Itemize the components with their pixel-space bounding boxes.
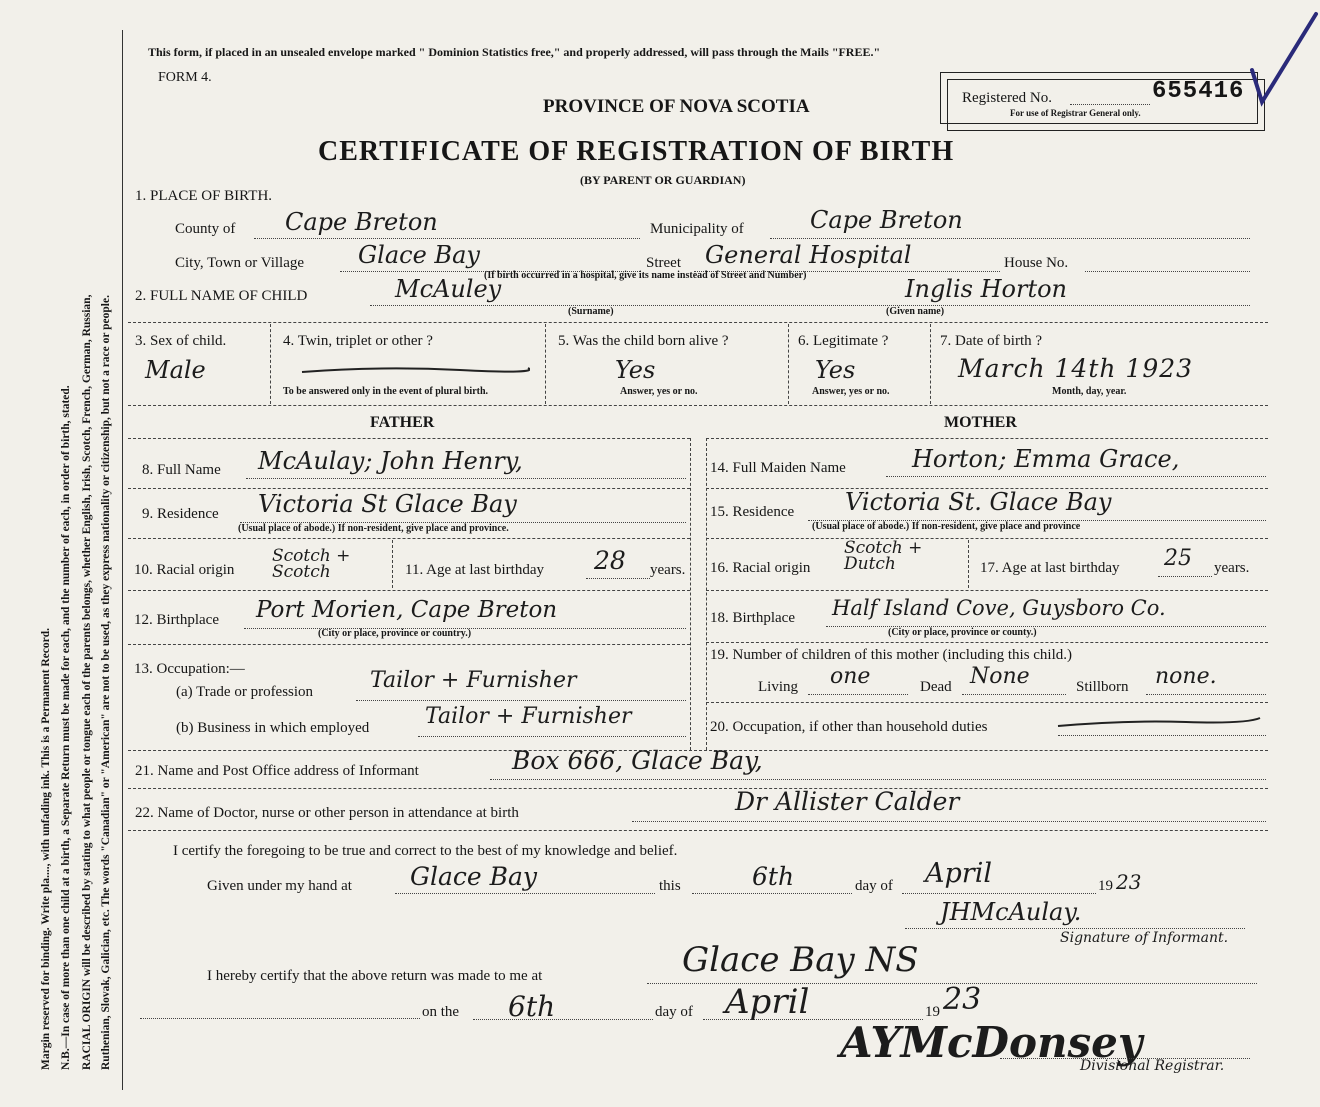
given-month-value: April bbox=[925, 858, 992, 889]
mother-row-rule-2 bbox=[706, 538, 1268, 539]
living-line bbox=[808, 694, 908, 695]
mother-left-rule bbox=[706, 438, 707, 750]
child-name-line bbox=[370, 305, 1250, 306]
father-birthplace-label: 12. Birthplace bbox=[134, 612, 219, 628]
father-trade-line bbox=[356, 700, 686, 701]
registrar-year-prefix: 19 bbox=[925, 1004, 940, 1020]
mother-row-rule-3 bbox=[706, 590, 1268, 591]
mother-row-rule-5 bbox=[706, 702, 1268, 703]
father-right-rule bbox=[690, 438, 691, 750]
city-label: City, Town or Village bbox=[175, 255, 305, 271]
father-birthplace-note: (City or place, province or country.) bbox=[318, 628, 472, 639]
father-age-line bbox=[586, 578, 650, 579]
form-number: FORM 4. bbox=[158, 70, 212, 85]
boxes-top-rule bbox=[128, 322, 1268, 323]
given-under-label: Given under my hand at bbox=[207, 878, 352, 894]
child-name-label: 2. FULL NAME OF CHILD bbox=[135, 288, 308, 304]
check-mark-icon bbox=[1248, 10, 1320, 110]
postal-note: This form, if placed in an unsealed envelope marked " Dominion Statistics free," and properly addressed, will pass through the Mails "FREE." bbox=[148, 45, 881, 59]
margin-note-binding: Margin reserved for binding. Write pla...., with unfading ink. This is a Permanent Record. bbox=[40, 627, 52, 1070]
margin-note-multiple-births: N.B.—In case of more than one child at a birth, a Separate Return must be made for each, and the number of each, in order of birth, stated. bbox=[60, 385, 72, 1070]
given-year-prefix: 19 bbox=[1098, 878, 1113, 894]
registrar-day-value: 6th bbox=[508, 990, 556, 1023]
given-caption: (Given name) bbox=[886, 306, 945, 317]
dob-note: Month, day, year. bbox=[1052, 386, 1127, 397]
informant-signature-caption: Signature of Informant. bbox=[1060, 930, 1229, 946]
father-residence-value: Victoria St Glace Bay bbox=[258, 490, 517, 518]
house-label: House No. bbox=[1004, 255, 1069, 271]
registrar-month-value: April bbox=[725, 982, 810, 1022]
informant-line bbox=[490, 779, 1266, 780]
box-divider-4 bbox=[930, 324, 931, 404]
father-business-line bbox=[418, 736, 686, 737]
given-dayof-label: day of bbox=[855, 878, 893, 894]
father-residence-label: 9. Residence bbox=[142, 506, 219, 522]
mother-residence-note: (Usual place of abode.) If non-resident, give place and province bbox=[812, 521, 1081, 532]
certificate-subtitle: (BY PARENT OR GUARDIAN) bbox=[580, 173, 746, 187]
street-note: (If birth occurred in a hospital, give its name instead of Street and Number) bbox=[484, 270, 807, 281]
mother-top-rule bbox=[706, 438, 1268, 439]
father-name-value: McAulay; John Henry, bbox=[258, 447, 523, 475]
informant-signature-line bbox=[905, 928, 1245, 929]
doctor-line bbox=[632, 821, 1266, 822]
given-place-value: Glace Bay bbox=[410, 862, 538, 891]
dob-value: March 14th 1923 bbox=[958, 354, 1194, 383]
dead-line bbox=[962, 694, 1066, 695]
father-trade-label: (a) Trade or profession bbox=[176, 684, 314, 700]
registrar-place-value: Glace Bay NS bbox=[682, 940, 919, 980]
living-label: Living bbox=[758, 679, 798, 695]
given-day-value: 6th bbox=[752, 862, 795, 891]
mother-occupation-label: 20. Occupation, if other than household duties bbox=[710, 719, 988, 735]
box-divider-1 bbox=[270, 324, 271, 404]
dob-label: 7. Date of birth ? bbox=[940, 333, 1043, 349]
mother-row-rule-4 bbox=[706, 642, 1268, 643]
registrar-statement: I hereby certify that the above return was made to me at bbox=[207, 968, 543, 984]
mother-birthplace-value: Half Island Cove, Guysboro Co. bbox=[832, 596, 1166, 620]
county-value: Cape Breton bbox=[285, 208, 438, 236]
father-name-line bbox=[246, 478, 686, 479]
sex-value: Male bbox=[145, 356, 206, 384]
mother-heading: MOTHER bbox=[944, 414, 1017, 431]
mother-birthplace-note: (City or place, province or county.) bbox=[888, 627, 1037, 638]
father-residence-note: (Usual place of abode.) If non-resident, give place and province. bbox=[238, 523, 509, 534]
dead-label: Dead bbox=[920, 679, 952, 695]
registrar-day-line bbox=[473, 1019, 653, 1020]
mother-age-value: 25 bbox=[1164, 546, 1192, 571]
certificate-title: CERTIFICATE OF REGISTRATION OF BIRTH bbox=[318, 136, 955, 167]
registrar-year-value: 23 bbox=[943, 982, 982, 1017]
doctor-bottom-rule bbox=[128, 830, 1268, 831]
mother-name-line bbox=[886, 476, 1266, 477]
mother-race-value: Scotch + Dutch bbox=[844, 538, 923, 574]
twin-note: To be answered only in the event of plural birth. bbox=[283, 386, 489, 397]
registered-dotline bbox=[1070, 104, 1150, 105]
father-row-rule-3 bbox=[128, 590, 690, 591]
mother-occupation-dash-stroke bbox=[1056, 712, 1262, 732]
father-heading: FATHER bbox=[370, 414, 435, 431]
surname-caption: (Surname) bbox=[568, 306, 614, 317]
mother-birthplace-label: 18. Birthplace bbox=[710, 610, 795, 626]
mother-name-label: 14. Full Maiden Name bbox=[710, 460, 846, 476]
this-label: this bbox=[659, 878, 681, 894]
stillborn-line bbox=[1146, 694, 1266, 695]
alive-value: Yes bbox=[615, 356, 656, 384]
registrar-signature: AYMcDonsey bbox=[840, 1018, 1143, 1067]
father-name-label: 8. Full Name bbox=[142, 462, 221, 478]
given-place-line bbox=[395, 893, 655, 894]
father-race-value: Scotch + Scotch bbox=[272, 546, 351, 582]
father-business-value: Tailor + Furnisher bbox=[425, 704, 632, 729]
dead-value: None bbox=[970, 664, 1030, 689]
alive-note: Answer, yes or no. bbox=[620, 386, 698, 397]
box-divider-3 bbox=[788, 324, 789, 404]
registrar-on-label: on the bbox=[422, 1004, 460, 1020]
registrar-dayof-label: day of bbox=[655, 1004, 693, 1020]
father-birthplace-value: Port Morien, Cape Breton bbox=[256, 597, 558, 623]
doctor-label: 22. Name of Doctor, nurse or other person in attendance at birth bbox=[135, 805, 519, 821]
province-heading: PROVINCE OF NOVA SCOTIA bbox=[543, 96, 810, 117]
father-age-value: 28 bbox=[594, 546, 626, 575]
mother-age-label: 17. Age at last birthday bbox=[980, 560, 1120, 576]
stillborn-label: Stillborn bbox=[1076, 679, 1129, 695]
margin-note-racial-origin-cont: Ruthenian, Slovak, Galician, etc. The words "Canadian" or "American" are not to be used, as they express nationality or citizenship, but not a race or people. bbox=[100, 295, 112, 1070]
mother-children-label: 19. Number of children of this mother (including this child.) bbox=[710, 647, 1073, 663]
child-surname: McAuley bbox=[395, 275, 502, 303]
mother-race-label: 16. Racial origin bbox=[710, 560, 811, 576]
sex-label: 3. Sex of child. bbox=[135, 333, 227, 349]
margin-rule bbox=[122, 30, 123, 1090]
given-year-value: 23 bbox=[1116, 870, 1142, 894]
margin-note-racial-origin: RACIAL ORIGIN will be described by stating to what people or tongue each of the parents belongs, whether English, Irish, Scotch, French, German, Russian, bbox=[81, 294, 93, 1070]
child-given-name: Inglis Horton bbox=[905, 275, 1067, 303]
informant-value: Box 666, Glace Bay, bbox=[512, 746, 763, 775]
father-top-rule bbox=[128, 438, 690, 439]
mother-residence-label: 15. Residence bbox=[710, 504, 795, 520]
twin-dash-stroke bbox=[300, 360, 530, 380]
street-label: Street bbox=[646, 255, 681, 271]
given-day-line bbox=[692, 893, 852, 894]
city-value: Glace Bay bbox=[358, 241, 480, 269]
given-month-line bbox=[902, 893, 1096, 894]
father-age-label: 11. Age at last birthday bbox=[405, 562, 544, 578]
father-business-label: (b) Business in which employed bbox=[176, 720, 370, 736]
informant-signature: JHMcAulay. bbox=[940, 898, 1082, 926]
father-row-rule-4 bbox=[128, 644, 690, 645]
father-occupation-label: 13. Occupation:— bbox=[134, 661, 245, 677]
county-label: County of bbox=[175, 221, 236, 237]
binding-margin bbox=[0, 0, 120, 1107]
mother-race-divider bbox=[968, 540, 969, 588]
municipality-value: Cape Breton bbox=[810, 206, 963, 234]
mother-name-value: Horton; Emma Grace, bbox=[912, 445, 1180, 473]
registrar-left-line bbox=[140, 1018, 420, 1019]
father-row-rule-2 bbox=[128, 538, 690, 539]
father-race-divider bbox=[392, 540, 393, 588]
municipality-label: Municipality of bbox=[650, 221, 744, 237]
father-years-label: years. bbox=[650, 562, 686, 578]
doctor-value: Dr Allister Calder bbox=[735, 787, 960, 816]
father-row-rule-1 bbox=[128, 488, 690, 489]
mother-age-line bbox=[1158, 576, 1212, 577]
doctor-top-rule bbox=[128, 788, 1268, 789]
mother-years-label: years. bbox=[1214, 560, 1250, 576]
box-divider-2 bbox=[545, 324, 546, 404]
stillborn-value: none. bbox=[1155, 664, 1217, 689]
municipality-line bbox=[770, 238, 1250, 239]
legitimate-value: Yes bbox=[815, 356, 856, 384]
alive-label: 5. Was the child born alive ? bbox=[558, 333, 729, 349]
place-heading: 1. PLACE OF BIRTH. bbox=[135, 188, 273, 204]
house-line bbox=[1085, 271, 1250, 272]
registrar-caption: Divisional Registrar. bbox=[1080, 1058, 1225, 1074]
registered-number: 655416 bbox=[1152, 78, 1245, 105]
informant-label: 21. Name and Post Office address of Informant bbox=[135, 763, 419, 779]
mother-residence-value: Victoria St. Glace Bay bbox=[845, 488, 1112, 516]
certify-statement: I certify the foregoing to be true and correct to the best of my knowledge and belief. bbox=[173, 843, 678, 859]
living-value: one bbox=[830, 664, 871, 689]
twin-label: 4. Twin, triplet or other ? bbox=[283, 333, 433, 349]
mother-occupation-line bbox=[1058, 735, 1266, 736]
registered-note: For use of Registrar General only. bbox=[1010, 108, 1141, 118]
father-trade-value: Tailor + Furnisher bbox=[370, 668, 577, 693]
father-race-label: 10. Racial origin bbox=[134, 562, 235, 578]
registered-label: Registered No. bbox=[962, 90, 1052, 106]
street-value: General Hospital bbox=[705, 241, 912, 269]
legitimate-label: 6. Legitimate ? bbox=[798, 333, 889, 349]
boxes-bottom-rule bbox=[128, 405, 1268, 406]
legitimate-note: Answer, yes or no. bbox=[812, 386, 890, 397]
county-line bbox=[254, 238, 640, 239]
